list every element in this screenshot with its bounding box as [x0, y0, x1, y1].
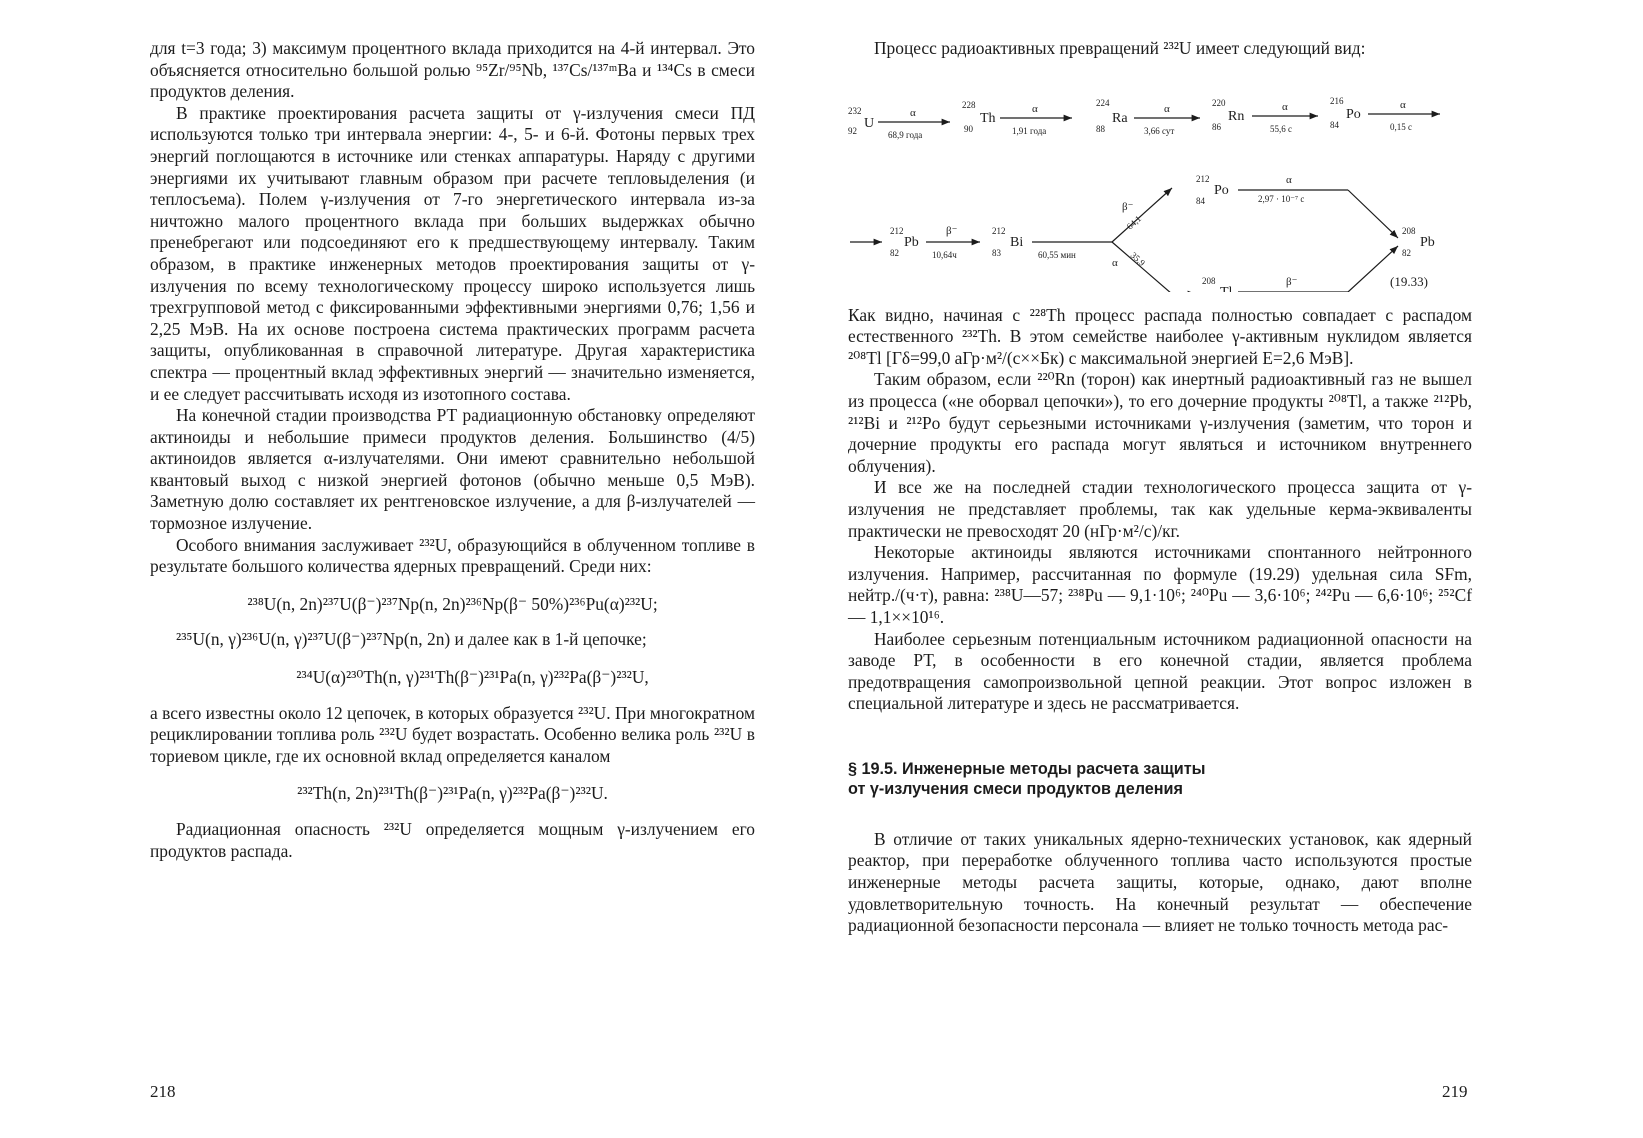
paragraph-last-stage: И все же на последней стадии технологического процесса защита от γ-излучения не представляет проблемы, так как удельные керма-эквиваленты практически не превосходят 20 (нГр·м²/с)/кг.	[848, 477, 1472, 541]
svg-text:α: α	[1286, 173, 1292, 186]
decay-bottom-row	[850, 174, 1435, 292]
nuclide-pb208	[1402, 226, 1435, 258]
branch-upper	[1112, 188, 1172, 242]
nuclide-th228	[962, 100, 996, 134]
page-number-right: 219	[1442, 1082, 1468, 1101]
paragraph-neutron-sources: Некоторые актиноиды являются источниками спонтанного нейтронного излучения. Например, рассчитанная по формуле (19.29) удельная сила SFm, нейтр./(ч·т), равна: ²³⁸U—57; ²³⁸Pu — 9,1·10⁶; ²⁴⁰Pu — 3,6·10⁶; ²⁴²Pu — 6,6·10⁶; ²⁵²Cf — 1,1××10¹⁶.	[848, 542, 1472, 627]
section-heading-line-1: § 19.5. Инженерные методы расчета защиты	[848, 759, 1206, 778]
svg-text:0,15 с: 0,15 с	[1390, 121, 1412, 132]
svg-text:212: 212	[890, 225, 904, 236]
paragraph-radiation-hazard: Радиационная опасность ²³²U определяется мощным γ-излучением его продуктов распада.	[150, 819, 755, 861]
svg-text:216: 216	[1330, 95, 1344, 106]
nuclide-po212	[1196, 174, 1229, 206]
svg-text:Bi: Bi	[1010, 234, 1024, 250]
svg-text:82: 82	[1402, 247, 1411, 258]
svg-text:84: 84	[1196, 195, 1205, 206]
nuclide-rn220	[1212, 98, 1244, 132]
svg-text:60,55 мин: 60,55 мин	[1038, 249, 1076, 260]
decay-scheme-diagram	[840, 70, 1464, 292]
paragraph-continuation: для t=3 года; 3) максимум процентного вклада приходится на 4-й интервал. Это объясняется относительно большой ролью ⁹⁵Zr/⁹⁵Nb, ¹³⁷Cs/¹³⁷ᵐBa и ¹³⁴Cs в смеси продуктов деления.	[150, 38, 755, 102]
svg-text:212: 212	[992, 225, 1006, 236]
svg-text:Pb: Pb	[904, 234, 919, 250]
svg-text:212: 212	[1196, 173, 1210, 184]
paragraph-section-intro: В отличие от таких уникальных ядерно-технических установок, как ядерный реактор, при переработке облученного топлива часто используются простые инженерные методы расчета защиты, которые, однако, дают вполне удовлетворительную точность. На конечный результат — обеспечение радиационной безопасности персонала — влияет не только точность метода рас-	[848, 828, 1472, 936]
svg-text:β⁻: β⁻	[1122, 200, 1134, 213]
svg-text:208: 208	[1402, 225, 1416, 236]
svg-text:Po: Po	[1214, 182, 1229, 198]
paragraph-decay-intro: Процесс радиоактивных превращений ²³²U имеет следующий вид:	[874, 38, 1366, 58]
svg-text:Th: Th	[980, 110, 996, 126]
nuclide-u232	[848, 106, 874, 136]
paragraph-decay-coincides: Как видно, начиная с ²²⁸Th процесс распада полностью совпадает с распадом естественного ²³²Th. В этом семействе наиболее γ-активным нуклидом является ²⁰⁸Tl [Γδ=99,0 аГр·м²/(с××Бк) с максимальной энергией E=2,6 МэВ].	[848, 304, 1472, 368]
right-page	[822, 0, 1643, 1138]
paragraph-final-stage: На конечной стадии производства РТ радиационную обстановку определяют актиноиды и небольшие примеси продуктов деления. Большинство (4/5) актиноидов является α-излучателями. Они имеют сравнительно небольшой квантовый выход с низкой энергией фотонов (обычно меньше 0,5 МэВ). Заметную долю составляет их рентгеновское излучение, а для β-излучателей — тормозное излучение.	[150, 405, 755, 534]
svg-text:Tl	[1220, 285, 1233, 292]
svg-text:α: α	[1164, 102, 1170, 115]
nuclide-po216	[1330, 96, 1361, 130]
svg-text:2,97 · 10⁻⁷ с: 2,97 · 10⁻⁷ с	[1258, 193, 1305, 204]
svg-text:208: 208	[1202, 275, 1216, 286]
svg-text:92: 92	[848, 125, 857, 136]
nuclide-tl208	[1202, 276, 1233, 292]
right-text-column	[848, 38, 1472, 937]
thorium-chain: ²³²Th(n, 2n)²³¹Th(β⁻)²³¹Pa(n, γ)²³²Pa(β⁻)²³²U.	[297, 783, 608, 804]
paragraph-u232-intro: Особого внимания заслуживает ²³²U, образующийся в облученном топливе в результате большого количества ядерных превращений. Среди них:	[150, 534, 755, 577]
branch-lower	[1112, 242, 1172, 292]
svg-text:68,9 года: 68,9 года	[888, 129, 923, 140]
svg-text:α: α	[1282, 100, 1288, 113]
paragraph-thoron: Таким образом, если ²²⁰Rn (торон) как инертный радиоактивный газ не вышел из процесса («не оборвал цепочки»), то его дочерние продукты ²⁰⁸Tl, а также ²¹²Pb, ²¹²Bi и ²¹²Po будут серьезными источниками γ-излучения (заметим, что торон и дочерние продукты его распада могут являться и источником внутреннего облучения).	[848, 369, 1472, 476]
paragraph-chain-reaction: Наиболее серьезным потенциальным источником радиационной опасности на заводе РТ, в особенности в его конечной стадии, является проблема предотвращения самопроизвольной цепной реакции. Этот вопрос изложен в специальной литературе и здесь не рассматривается.	[848, 628, 1472, 714]
svg-text:α: α	[1400, 98, 1406, 111]
left-page	[0, 0, 820, 1138]
equation-number: (19.33)	[1390, 273, 1428, 289]
reaction-chain-1: ²³⁸U(n, 2n)²³⁷U(β⁻)²³⁷Np(n, 2n)²³⁶Np(β⁻ 50%)²³⁶Pu(α)²³²U;	[247, 593, 658, 614]
section-heading-line-2: от γ-излучения смеси продуктов деления	[848, 779, 1183, 798]
svg-text:83: 83	[992, 247, 1001, 258]
svg-text:220: 220	[1212, 97, 1226, 108]
svg-text:U: U	[864, 115, 875, 131]
svg-text:1,91 года: 1,91 года	[1012, 125, 1047, 136]
svg-text:10,64ч: 10,64ч	[932, 249, 957, 260]
svg-text:224: 224	[1096, 97, 1110, 108]
svg-text:86: 86	[1212, 121, 1221, 132]
svg-text:35,9: 35,9	[1128, 249, 1148, 268]
svg-text:3,66 сут: 3,66 сут	[1144, 125, 1175, 136]
svg-text:α: α	[1032, 102, 1038, 115]
paragraph-energy-intervals: В практике проектирования расчета защиты от γ-излучения смеси ПД используются только три интервала энергии: 4-, 5- и 6-й. Фотоны первых трех энергий поглощаются в источнике или стенках аппаратуры. Наряду с другими энергиями их учитывают главным образом при расчете тепловыделения (и теплосъема). Полем γ-излучения от 7-го энергетического интервала из-за ничтожно малого процентного вклада при больших выдержках обычно пренебрегают или подсоединяют его к предшествующему интервалу. Таким образом, в практике инженерных методов проектирования защиты от γ-излучения по всему технологическому процессу широко используется лишь трехгрупповой метод с фиксированными эффективными энергиями 0,76; 1,56 и 2,25 МэВ. На их основе построена система практических программ расчета защиты, опубликованная в справочной литературе. Другая характеристика спектра — процентный вклад эффективных энергий — значительно изменяется, и ее следует рассчитывать исходя из изотопного состава.	[150, 102, 755, 404]
svg-text:Pb: Pb	[1420, 234, 1435, 250]
svg-text:Po: Po	[1346, 106, 1361, 122]
svg-text:α: α	[910, 106, 916, 119]
nuclide-bi212	[992, 226, 1023, 258]
svg-text:55,6 с: 55,6 с	[1270, 123, 1292, 134]
nuclide-pb212	[890, 226, 919, 258]
reaction-chain-3: ²³⁴U(α)²³⁰Th(n, γ)²³¹Th(β⁻)²³¹Pa(n, γ)²³²Pa(β⁻)²³²U,	[296, 667, 649, 688]
svg-text:88: 88	[1096, 123, 1105, 134]
svg-text:α: α	[1112, 256, 1118, 269]
svg-text:228: 228	[962, 99, 976, 110]
svg-text:Rn: Rn	[1228, 108, 1245, 124]
reaction-chain-2: ²³⁵U(n, γ)²³⁶U(n, γ)²³⁷U(β⁻)²³⁷Np(n, 2n) и далее как в 1-й цепочке;	[176, 629, 647, 650]
svg-text:84: 84	[1330, 119, 1339, 130]
svg-text:β⁻: β⁻	[1286, 275, 1298, 288]
svg-text:90: 90	[964, 123, 973, 134]
svg-text:Ra: Ra	[1112, 110, 1128, 126]
left-text-column	[150, 38, 755, 862]
section-heading	[848, 759, 1472, 799]
svg-text:64,1: 64,1	[1124, 213, 1144, 232]
page-number-left: 218	[150, 1082, 176, 1101]
nuclide-ra224	[1096, 98, 1128, 134]
svg-text:β⁻: β⁻	[946, 224, 958, 237]
svg-text:82: 82	[890, 247, 899, 258]
svg-text:232: 232	[848, 105, 862, 116]
decay-top-row	[848, 96, 1440, 140]
paragraph-chain-count: а всего известны около 12 цепочек, в которых образуется ²³²U. При многократном рециклировании топлива роль ²³²U будет возрастать. Особенно велика роль ²³²U в ториевом цикле, где их основной вклад определяется каналом	[150, 702, 755, 766]
